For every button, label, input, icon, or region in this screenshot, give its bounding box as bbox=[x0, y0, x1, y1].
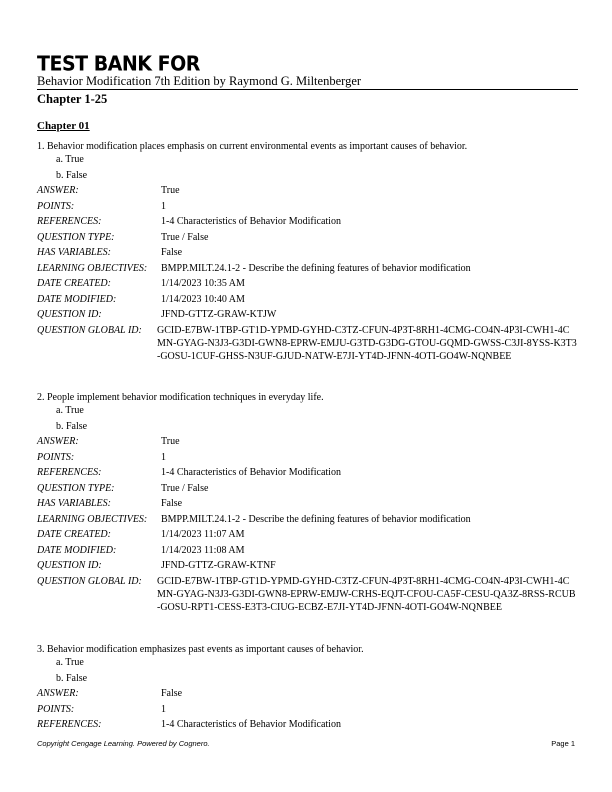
field-learning-objectives bbox=[37, 512, 577, 528]
field-answer bbox=[37, 686, 577, 702]
field-value: 1-4 Characteristics of Behavior Modification bbox=[161, 216, 341, 227]
field-value: BMPP.MILT.24.1-2 - Describe the defining features of behavior modification bbox=[161, 513, 471, 525]
field-label: POINTS: bbox=[37, 200, 75, 212]
field-value: 1/14/2023 11:07 AM bbox=[161, 529, 245, 540]
field-question-id bbox=[37, 558, 577, 574]
field-label: REFERENCES: bbox=[37, 216, 102, 227]
field-label: ANSWER: bbox=[37, 436, 79, 447]
field-value: JFND-GTTZ-GRAW-KTNF bbox=[161, 560, 276, 571]
field-points bbox=[37, 702, 577, 718]
field-value: True / False bbox=[161, 231, 209, 243]
chapter-range: Chapter 1-25 bbox=[37, 92, 108, 106]
field-value: GCID-E7BW-1TBP-GT1D-YPMD-GYHD-C3TZ-CFUN-4P3T-8RH1-4CMG-CO4N-4P3I-CWH1-4CMN-GYAG-N3J3-G3DI-GWN8-EPRW-EMJW-CRHS-EQJT-CFOU-CA5F-CESU-QA3Z-8RSS-RCUB-GOSU-RPT1-CESS-E3T3-CIUG-ECBZ-E7JI-YT4D-JFNN-4OTI-GO4W-NQNBEE bbox=[157, 575, 576, 613]
field-references bbox=[37, 717, 577, 733]
field-answer bbox=[37, 434, 577, 450]
field-value: 1-4 Characteristics of Behavior Modification bbox=[161, 467, 341, 478]
field-date-created bbox=[37, 276, 577, 292]
field-value: 1 bbox=[161, 200, 166, 212]
field-value: JFND-GTTZ-GRAW-KTJW bbox=[161, 309, 277, 320]
field-value: 1 bbox=[161, 703, 166, 715]
field-label: LEARNING OBJECTIVES: bbox=[37, 262, 148, 274]
book-subtitle: Behavior Modification 7th Edition by Raymond G. Miltenberger bbox=[37, 74, 362, 88]
field-question-global-id bbox=[37, 323, 577, 363]
field-value: False bbox=[161, 247, 183, 258]
field-value: 1/14/2023 10:40 AM bbox=[161, 293, 245, 305]
field-value: 1/14/2023 10:35 AM bbox=[161, 278, 245, 289]
option-false: b. False bbox=[56, 169, 88, 181]
field-answer bbox=[37, 183, 577, 199]
field-question-global-id bbox=[37, 574, 577, 614]
field-label: QUESTION GLOBAL ID: bbox=[37, 324, 142, 336]
field-references bbox=[37, 214, 577, 230]
field-value: True / False bbox=[161, 482, 209, 494]
field-value: 1/14/2023 11:08 AM bbox=[161, 544, 245, 556]
question-block-2 bbox=[37, 392, 577, 614]
field-points bbox=[37, 199, 577, 215]
question-block-3 bbox=[37, 644, 577, 733]
field-date-modified bbox=[37, 292, 577, 308]
field-label: QUESTION TYPE: bbox=[37, 231, 115, 243]
question-text: 1. Behavior modification places emphasis on current environmental events as important causes of behavior. bbox=[37, 141, 468, 152]
field-references bbox=[37, 465, 577, 481]
option-true: a. True bbox=[56, 154, 84, 165]
field-value: True bbox=[161, 436, 180, 447]
field-label: LEARNING OBJECTIVES: bbox=[37, 513, 148, 525]
option-true: a. True bbox=[56, 405, 84, 416]
field-question-type bbox=[37, 230, 577, 246]
field-label: DATE MODIFIED: bbox=[37, 544, 117, 556]
header-divider bbox=[37, 89, 578, 90]
field-label: QUESTION GLOBAL ID: bbox=[37, 575, 142, 587]
field-label: QUESTION ID: bbox=[37, 309, 102, 320]
field-has-variables bbox=[37, 496, 577, 512]
field-label: POINTS: bbox=[37, 703, 75, 715]
field-has-variables bbox=[37, 245, 577, 261]
field-label: QUESTION TYPE: bbox=[37, 482, 115, 494]
field-label: POINTS: bbox=[37, 451, 75, 463]
page-number: Page 1 bbox=[551, 739, 575, 748]
field-label: REFERENCES: bbox=[37, 719, 102, 730]
field-points bbox=[37, 450, 577, 466]
option-false: b. False bbox=[56, 672, 88, 684]
field-date-modified bbox=[37, 543, 577, 559]
copyright-footer: Copyright Cengage Learning. Powered by Cognero. bbox=[37, 739, 210, 748]
option-false: b. False bbox=[56, 420, 88, 432]
field-value: 1 bbox=[161, 451, 166, 463]
question-text: 2. People implement behavior modification techniques in everyday life. bbox=[37, 392, 324, 403]
field-label: HAS VARIABLES: bbox=[37, 498, 111, 509]
page-title: TEST BANK FOR bbox=[37, 52, 200, 76]
field-value: BMPP.MILT.24.1-2 - Describe the defining features of behavior modification bbox=[161, 262, 471, 274]
field-value: False bbox=[161, 688, 183, 699]
field-label: DATE CREATED: bbox=[37, 529, 111, 540]
field-value: False bbox=[161, 498, 183, 509]
question-text: 3. Behavior modification emphasizes past events as important causes of behavior. bbox=[37, 644, 364, 655]
field-label: DATE MODIFIED: bbox=[37, 293, 117, 305]
question-block-1 bbox=[37, 141, 577, 363]
field-date-created bbox=[37, 527, 577, 543]
field-value: 1-4 Characteristics of Behavior Modification bbox=[161, 719, 341, 730]
field-label: QUESTION ID: bbox=[37, 560, 102, 571]
chapter-heading: Chapter 01 bbox=[37, 120, 90, 132]
field-label: DATE CREATED: bbox=[37, 278, 111, 289]
field-value: True bbox=[161, 185, 180, 196]
field-label: ANSWER: bbox=[37, 185, 79, 196]
field-label: REFERENCES: bbox=[37, 467, 102, 478]
field-value: GCID-E7BW-1TBP-GT1D-YPMD-GYHD-C3TZ-CFUN-4P3T-8RH1-4CMG-CO4N-4P3I-CWH1-4CMN-GYAG-N3J3-G3DI-GWN8-EPRW-EMJU-G3TD-G3DG-GTOU-GQMD-GWSS-C3JI-8YSS-K3T3-GOSU-1CUF-GHSS-N3UF-GJUD-NATW-E7JI-YT4D-JFNN-4OTI-GO4W-NQNBEE bbox=[157, 324, 577, 362]
field-label: ANSWER: bbox=[37, 688, 79, 699]
field-learning-objectives bbox=[37, 261, 577, 277]
field-question-id bbox=[37, 307, 577, 323]
field-label: HAS VARIABLES: bbox=[37, 247, 111, 258]
option-true: a. True bbox=[56, 657, 84, 668]
field-question-type bbox=[37, 481, 577, 497]
